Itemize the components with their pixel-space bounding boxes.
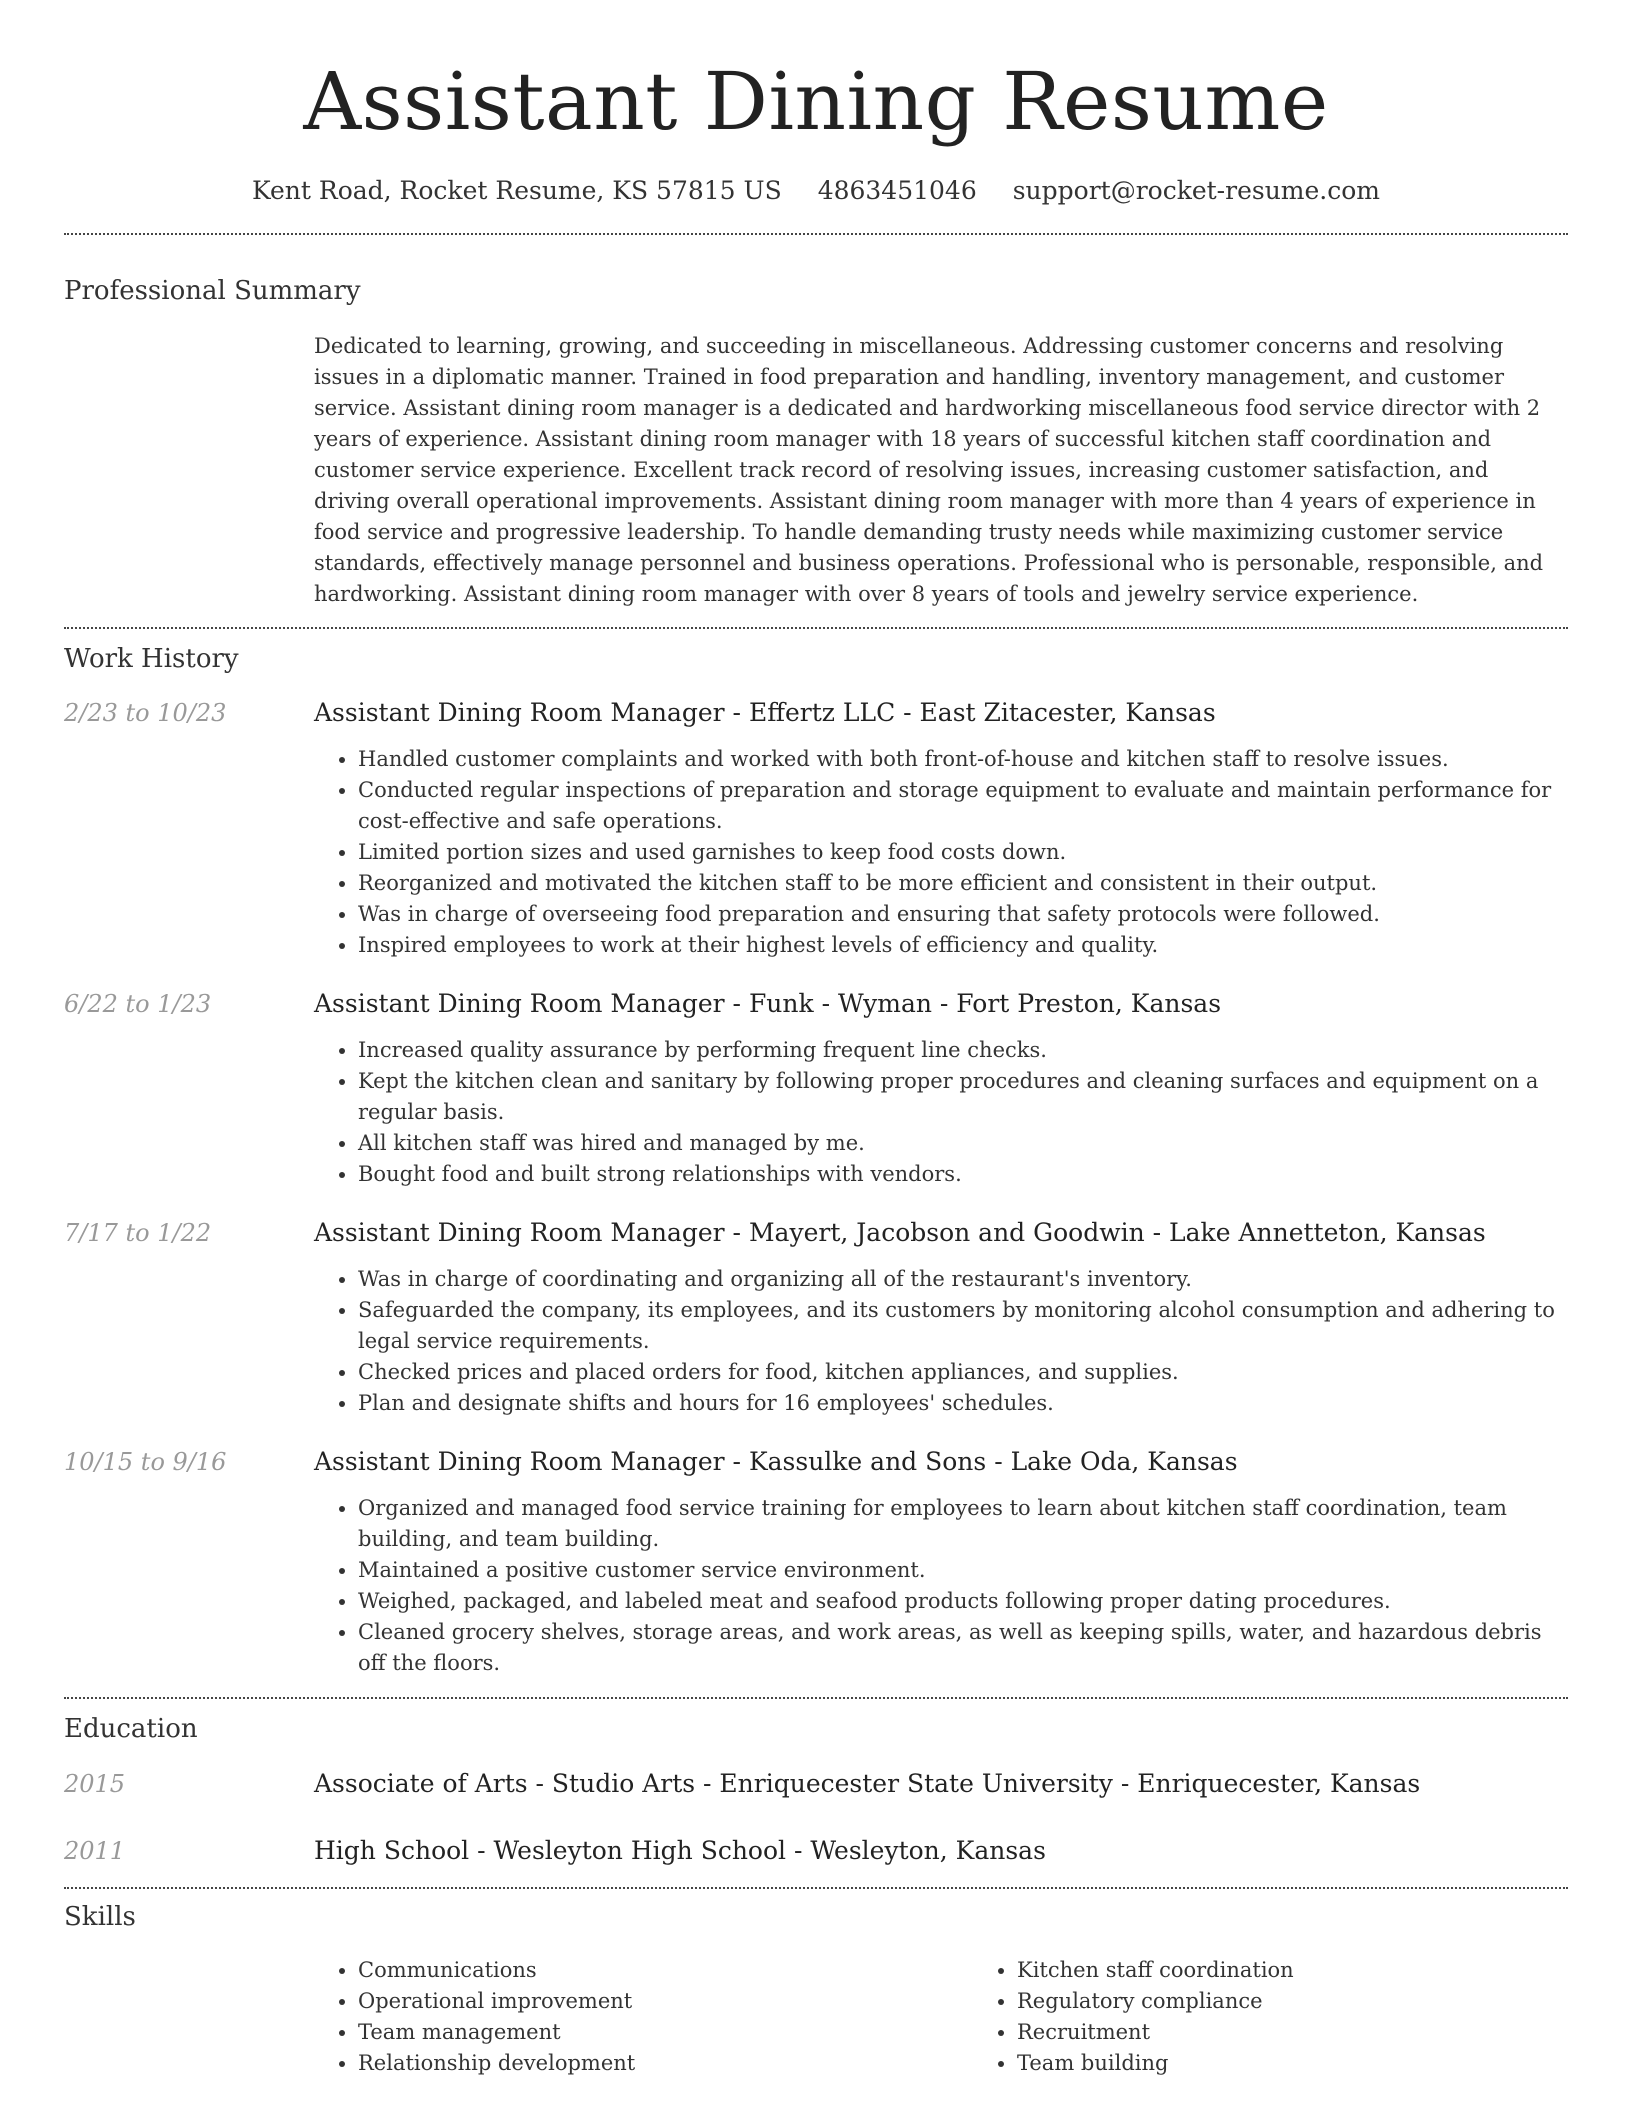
job-dates: 10/15 to 9/16 — [64, 1448, 227, 1476]
job-bullet: • Cleaned grocery shelves, storage areas, and work areas, as well as keeping spills, water, and hazardous debris off the floors. — [358, 1617, 1568, 1679]
job-title: Assistant Dining Room Manager - Effertz LLC - East Zitacester, Kansas — [314, 698, 1216, 727]
job-bullet: • Handled customer complaints and worked with both front-of-house and kitchen staff to resolve issues. — [358, 744, 1568, 775]
job-bullet: • Kept the kitchen clean and sanitary by following proper procedures and cleaning surfaces and equipment on a regular basis. — [358, 1066, 1568, 1128]
education-entry — [64, 1834, 1568, 1868]
skills-column-left — [314, 1955, 973, 2079]
resume-page — [64, 0, 1568, 2079]
job-bullets — [314, 1493, 1568, 1679]
skill-item: • Recruitment — [1017, 2017, 1632, 2048]
job-title: Assistant Dining Room Manager - Mayert, Jacobson and Goodwin - Lake Annetteton, Kansas — [314, 1218, 1486, 1247]
divider — [64, 1697, 1568, 1699]
section-title-education: Education — [64, 1714, 198, 1744]
job-entry — [64, 1216, 1568, 1419]
resume-name: Assistant Dining Resume — [303, 55, 1329, 148]
skill-item: • Relationship development — [358, 2048, 973, 2079]
education-text: High School - Wesleyton High School - Wesleyton, Kansas — [314, 1836, 1046, 1865]
job-bullet: • Was in charge of coordinating and organizing all of the restaurant's inventory. — [358, 1264, 1568, 1295]
job-bullet: • All kitchen staff was hired and managed by me. — [358, 1128, 1568, 1159]
skills-list — [314, 1955, 1632, 2079]
job-bullet: • Increased quality assurance by performing frequent line checks. — [358, 1035, 1568, 1066]
skill-item: • Communications — [358, 1955, 973, 1986]
education-text: Associate of Arts - Studio Arts - Enriquecester State University - Enriquecester, Kansas — [314, 1769, 1421, 1798]
job-dates: 2/23 to 10/23 — [64, 699, 227, 727]
education-entry — [64, 1767, 1568, 1801]
summary-text: Dedicated to learning, growing, and succeeding in miscellaneous. Addressing customer concerns and resolving issues in a diplomatic manner. Trained in food preparation and handling, inventory management, and customer service. Assistant dining room manager is a dedicated and hardworking miscellaneous food service director with 2 years of experience. Assistant dining room manager with 18 years of successful kitchen staff coordination and customer service experience. Excellent track record of resolving issues, increasing customer satisfaction, and driving overall operational improvements. Assistant dining room manager with more than 4 years of experience in food service and progressive leadership. To handle demanding trusty needs while maximizing customer service standards, effectively manage personnel and business operations. Professional who is personable, responsible, and hardworking. Assistant dining room manager with over 8 years of tools and jewelry service experience. — [314, 334, 1544, 606]
divider — [64, 627, 1568, 629]
education-year: 2011 — [64, 1837, 126, 1865]
skill-item: • Team building — [1017, 2048, 1632, 2079]
contact-address: Kent Road, Rocket Resume, KS 57815 US — [251, 176, 782, 205]
section-title-work-history: Work History — [64, 644, 239, 674]
job-entry — [64, 696, 1568, 961]
job-dates: 6/22 to 1/23 — [64, 990, 212, 1018]
divider — [64, 233, 1568, 235]
skill-item: • Operational improvement — [358, 1986, 973, 2017]
job-title: Assistant Dining Room Manager - Funk - Wyman - Fort Preston, Kansas — [314, 989, 1222, 1018]
job-bullet: • Inspired employees to work at their highest levels of efficiency and quality. — [358, 930, 1568, 961]
job-bullet: • Reorganized and motivated the kitchen staff to be more efficient and consistent in their output. — [358, 868, 1568, 899]
job-bullet: • Conducted regular inspections of preparation and storage equipment to evaluate and maintain performance for cost-effective and safe operations. — [358, 775, 1568, 837]
divider — [64, 1887, 1568, 1889]
section-title-skills: Skills — [64, 1902, 136, 1932]
job-dates: 7/17 to 1/22 — [64, 1219, 212, 1247]
job-bullet: • Plan and designate shifts and hours for 16 employees' schedules. — [358, 1388, 1568, 1419]
contact-email: support@rocket-resume.com — [1012, 176, 1381, 205]
job-bullet: • Was in charge of overseeing food preparation and ensuring that safety protocols were followed. — [358, 899, 1568, 930]
job-bullet: • Limited portion sizes and used garnishes to keep food costs down. — [358, 837, 1568, 868]
job-bullet: • Organized and managed food service training for employees to learn about kitchen staff coordination, team building, and team building. — [358, 1493, 1568, 1555]
education-year: 2015 — [64, 1770, 126, 1798]
job-entry — [64, 987, 1568, 1190]
contact-line — [64, 174, 1568, 208]
skill-item: • Regulatory compliance — [1017, 1986, 1632, 2017]
job-bullet: • Weighed, packaged, and labeled meat and seafood products following proper dating procedures. — [358, 1586, 1568, 1617]
job-bullets — [314, 1264, 1568, 1419]
job-bullets — [314, 744, 1568, 961]
job-title: Assistant Dining Room Manager - Kassulke and Sons - Lake Oda, Kansas — [314, 1447, 1238, 1476]
skills-column-right — [973, 1955, 1632, 2079]
contact-phone: 4863451046 — [817, 176, 977, 205]
job-bullet: • Safeguarded the company, its employees, and its customers by monitoring alcohol consumption and adhering to legal service requirements. — [358, 1295, 1568, 1357]
job-entry — [64, 1445, 1568, 1679]
skill-item: • Team management — [358, 2017, 973, 2048]
job-bullet: • Maintained a positive customer service environment. — [358, 1555, 1568, 1586]
job-bullet: • Checked prices and placed orders for food, kitchen appliances, and supplies. — [358, 1357, 1568, 1388]
section-title-summary: Professional Summary — [64, 276, 361, 306]
skill-item: • Kitchen staff coordination — [1017, 1955, 1632, 1986]
job-bullet: • Bought food and built strong relationships with vendors. — [358, 1159, 1568, 1190]
job-bullets — [314, 1035, 1568, 1190]
